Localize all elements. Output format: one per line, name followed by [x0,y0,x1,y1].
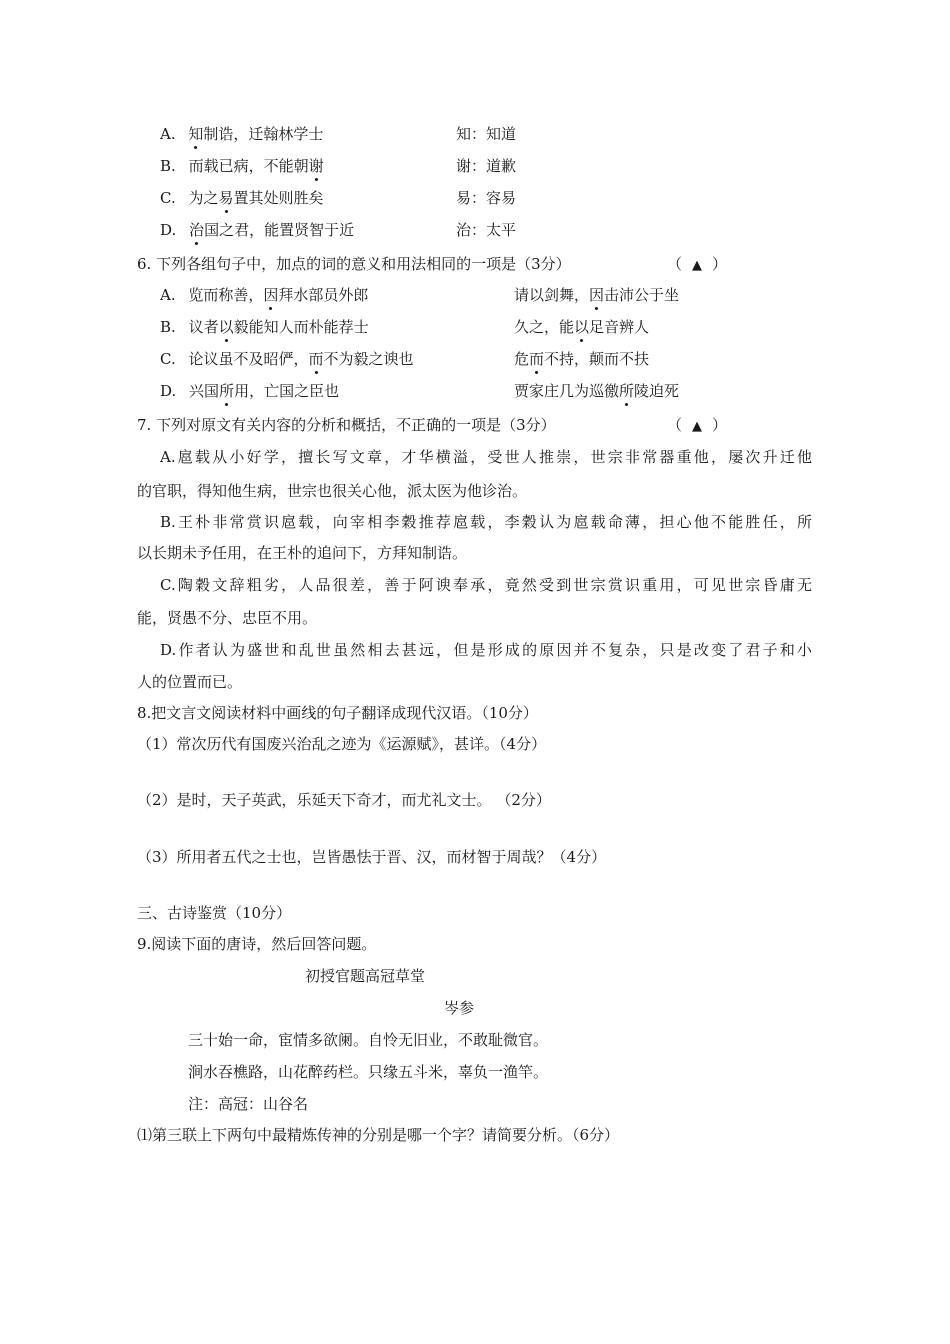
q6-option-a-left: A. 览而称善，因拜水部员外郎 [160,286,369,304]
section-heading: 三、古诗鉴赏（10分） [137,904,292,922]
q5-option-d: D. 治国之君，能置贤智于近 [160,221,355,239]
q7-stem: 7. 下列对原文有关内容的分析和概括，不正确的一项是（3分） [137,416,556,434]
poet-name: 岑参 [444,999,475,1017]
option-label: D. [160,221,177,239]
option-label: B. [160,157,176,175]
emphasized-char: 谢 [308,157,324,175]
q5-gloss-d: 治：太平 [456,221,517,239]
q6-option-c-left: C. 论议虽不及昭俨，而不为毅之谀也 [160,350,414,368]
q6-option-d-left: D. 兴国所用，亡国之臣也 [160,382,340,400]
emphasized-char: 知 [188,125,204,143]
q5-gloss-b: 谢：道歉 [456,157,517,175]
q7-answer-blank: （ ▲ ） [667,416,728,434]
emphasized-char: 所 [219,382,235,400]
triangle-icon: ▲ [692,419,703,434]
emphasized-char: 以 [218,318,234,336]
q6-answer-blank: （ ▲ ） [667,255,728,273]
emphasized-char: 治 [189,221,205,239]
q8-stem: 8.把文言文阅读材料中画线的句子翻译成现代汉语。（10分） [137,704,538,722]
q7-option-d-line1: D.作者认为盛世和乱世虽然相去甚远，但是形成的原因并不复杂，只是改变了君子和小 [160,641,812,659]
q5-option-c: C. 为之易置其处则胜矣 [160,189,324,207]
poem-title: 初授官题高冠草堂 [305,967,426,985]
q9-stem: 9.阅读下面的唐诗，然后回答问题。 [137,935,377,953]
q5-gloss-a: 知：知道 [456,125,517,143]
q5-option-b: B. 而载已病，不能朝谢 [160,157,324,175]
emphasized-char: 而 [529,350,545,368]
emphasized-char: 因 [589,286,605,304]
q6-option-a-right: 请以剑舞，因击沛公于坐 [514,286,680,304]
q6-option-b-right: 久之，能以足音辨人 [514,318,650,336]
option-label: A. [160,125,176,143]
q8-item-1: （1）常次历代有国废兴治乱之迹为《运源赋》，甚详。（4分） [137,735,547,753]
q7-option-b-line2: 以长期未予任用，在王朴的追问下，方拜知制诰。 [137,544,468,562]
emphasized-char: 因 [263,286,279,304]
q7-option-d-line2: 人的位置而已。 [137,673,243,691]
q7-option-c-line1: C.陶穀文辞粗劣，人品很差，善于阿谀奉承，竟然受到世宗赏识重用，可见世宗昏庸无 [160,576,812,594]
emphasized-char: 而 [308,350,324,368]
poem-line-1: 三十始一命，宦情多欲阑。自怜无旧业，不敢耻微官。 [188,1031,549,1049]
q7-option-a-line2: 的官职，得知他生病，世宗也很关心他，派太医为他诊治。 [137,482,528,500]
q6-option-c-right: 危而不持，颠而不扶 [514,350,650,368]
triangle-icon: ▲ [692,258,703,273]
q7-option-c-line2: 能，贤愚不分、忠臣不用。 [137,609,318,627]
q6-option-d-right: 贾家庄几为巡徼所陵迫死 [514,382,680,400]
q6-option-b-left: B. 议者以毅能知人而朴能荐士 [160,318,369,336]
q9-sub-question-1: ⑴第三联上下两句中最精炼传神的分别是哪一个字？请简要分析。（6分） [137,1126,620,1144]
q8-item-2: （2）是时，天子英武，乐延天下奇才，而尤礼文士。 （2分） [137,791,551,809]
poem-note: 注：高冠：山谷名 [188,1095,309,1113]
emphasized-char: 以 [574,318,590,336]
emphasized-char: 易 [218,189,234,207]
emphasized-char: 所 [619,382,635,400]
q5-option-a: A. 知制诰，迁翰林学士 [160,125,324,143]
q6-stem: 6. 下列各组句子中，加点的词的意义和用法相同的一项是（3分） [137,255,571,273]
q5-gloss-c: 易：容易 [456,189,517,207]
poem-line-2: 涧水吞樵路，山花醉药栏。只缘五斗米，辜负一渔竿。 [188,1063,549,1081]
option-label: C. [160,189,176,207]
q8-item-3: （3）所用者五代之士也，岂皆愚怯于晋、汉，而材智于周哉？（4分） [137,848,607,866]
q7-option-a-line1: A.扈载从小好学，擅长写文章，才华横溢，受世人推崇，世宗非常器重他，屡次升迁他 [160,448,812,466]
q7-option-b-line1: B.王朴非常赏识扈载，向宰相李穀推荐扈载，李穀认为扈载命薄，担心他不能胜任，所 [160,513,812,531]
